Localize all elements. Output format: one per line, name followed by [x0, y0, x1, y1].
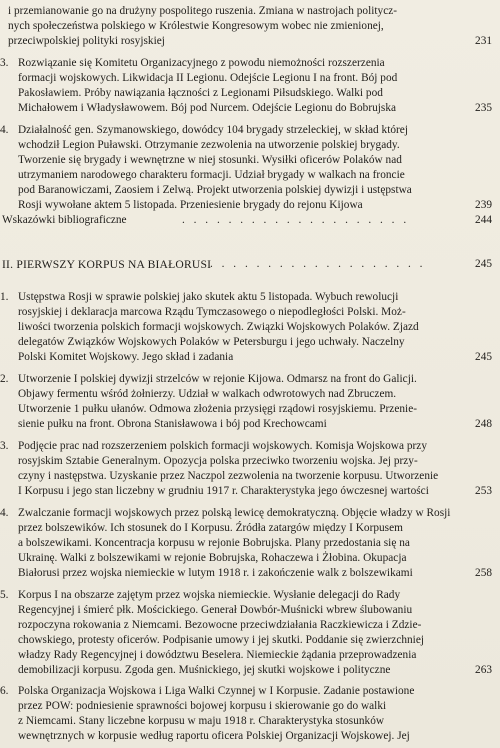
- toc-page-number: 231: [475, 35, 492, 47]
- toc-line: Zwalczanie formacji wojskowych przez polską lewicę demokratyczną. Objęcie władzy w Rosji: [18, 507, 451, 519]
- dot-leader: . . . . . . . . . . . . . . . . . . . .: [182, 214, 410, 226]
- toc-line: rosyjskim Sztabie Generalnym. Opozycja polska przeciwko tworzeniu wojska. Jej przy-: [18, 455, 418, 467]
- toc-item-number: 1.: [0, 291, 9, 303]
- toc-line: liwości tworzenia polskich formacji wojskowych. Związki Wojskowych Polaków. Zjazd: [18, 321, 419, 333]
- toc-line: przeciwpolskiej polityki rosyjskiej: [8, 35, 165, 47]
- toc-line: Ustępstwa Rosji w sprawie polskiej jako skutek aktu 5 listopada. Wybuch rewolucji: [18, 291, 399, 303]
- toc-line: Regencyjnej i śmierć płk. Mościckiego. Generał Dowbór-Muśnicki wbrew ślubowaniu: [18, 604, 413, 616]
- toc-line: I Korpusu i jego stan liczebny w grudniu 1917 r. Charakterystyka jego ówczesnej wartości: [18, 485, 429, 497]
- toc-line: Rozwiązanie się Komitetu Organizacyjnego z powodu niemożności rozszerzenia: [18, 57, 385, 69]
- chapter-heading: II. PIERWSZY KORPUS NA BIAŁORUSI: [2, 258, 212, 271]
- toc-page-number: 245: [475, 258, 492, 270]
- toc-line: przez bolszewików. Ich stosunek do I Korpusu. Źródła zatargów między I Korpusem: [18, 522, 403, 534]
- toc-item-number: 3.: [0, 57, 9, 69]
- toc-line: i przemianowanie go na drużyny pospolitego ruszenia. Zmiana w nastrojach politycz-: [8, 5, 398, 17]
- toc-line: nych społeczeństwa polskiego w Królestwie Kongresowym wobec nie zmienionej,: [8, 20, 384, 32]
- toc-line: a bolszewikami. Koncentracja korpusu w rejonie Bobrujska. Plany przedostania się na: [18, 537, 410, 549]
- toc-line: rozpoczyna rokowania z Niemcami. Bezowocne przeciwdziałania Raczkiewicza i Zdzie-: [18, 619, 422, 631]
- toc-line: Michałowem i Władysławowem. Bój pod Nurcem. Odejście Legionu do Bobrujska: [18, 102, 397, 114]
- toc-page-number: 248: [475, 418, 492, 430]
- toc-line: Utworzenie 1 pułku ułanów. Odmowa złożenia przysięgi rządowi rosyjskiemu. Przenie-: [18, 403, 418, 415]
- dot-leader: . . . . . . . . . . . . . . . . . . .: [210, 258, 426, 270]
- toc-line: władzy Rady Regencyjnej i dowództwu Beselera. Niemieckie żądania przeprowadzenia: [18, 649, 417, 661]
- toc-line: Rosji wywołane aktem 5 listopada. Przeniesienie brygady do rejonu Kijowa: [18, 199, 363, 211]
- toc-line: pod Baranowiczami, Zaosiem i Zelwą. Projekt utworzenia polskiej dywizji i ustępstwa: [18, 184, 412, 196]
- toc-page-number: 245: [475, 351, 492, 363]
- toc-line: Tworzenie się brygady i wewnętrzne w niej stosunki. Wysiłki oficerów Polaków nad: [18, 154, 402, 166]
- toc-line: wewnętrznych w korpusie według raportu oficera Polskiej Organizacji Wojskowej. Jej: [18, 730, 410, 742]
- toc-item-number: 5.: [0, 589, 9, 601]
- toc-page-number: 253: [475, 485, 492, 497]
- toc-line: Białorusi przez wojska niemieckie w lutym 1918 r. i zakończenie walk z bolszewikami: [18, 567, 413, 579]
- toc-item-number: 2.: [0, 373, 9, 385]
- toc-line: Działalność gen. Szymanowskiego, dowódcy 104 brygady strzeleckiej, w skład której: [18, 124, 409, 136]
- toc-line: Utworzenie I polskiej dywizji strzelców w rejonie Kijowa. Odmarsz na front do Galicji.: [18, 373, 417, 385]
- toc-page-number: 235: [475, 102, 492, 114]
- toc-line: utrzymaniem narodowego charakteru formacji. Udział brygady w walkach na froncie: [18, 169, 405, 181]
- toc-line: Objawy fermentu wśród żołnierzy. Udział w walkach odwrotowych nad Zbruczem.: [18, 388, 397, 400]
- toc-line: wchodził Legion Puławski. Otrzymanie zezwolenia na utworzenie polskiej brygady.: [18, 139, 400, 151]
- toc-line: Polski Komitet Wojskowy. Jego skład i zadania: [18, 351, 234, 363]
- toc-line: Pakosławiem. Próby nawiązania łączności z Legionami Piłsudskiego. Walki pod: [18, 87, 383, 99]
- toc-line: Korpus I na obszarze zajętym przez wojska niemieckie. Wysłanie delegacji do Rady: [18, 589, 401, 601]
- toc-line: demobilizacji korpusu. Zgoda gen. Muśnickiego, jej skutki wojskowe i polityczne: [18, 664, 391, 676]
- bibliography-guide-label: Wskazówki bibliograficzne: [2, 214, 127, 226]
- toc-item-number: 6.: [0, 685, 9, 697]
- toc-line: Ukrainę. Walki z bolszewikami w rejonie Bobrujska, Rohaczewa i Żłobina. Okupacja: [18, 552, 407, 564]
- toc-line: delegatów Związków Wojskowych Polaków w Petersburgu i jego uchwały. Naczelny: [18, 336, 405, 348]
- toc-item-number: 4.: [0, 124, 9, 136]
- toc-item-number: 3.: [0, 440, 9, 452]
- toc-item-number: 4.: [0, 507, 9, 519]
- toc-line: Polska Organizacja Wojskowa i Liga Walki Czynnej w I Korpusie. Zadanie postawione: [18, 685, 415, 697]
- toc-page-number: 258: [475, 567, 492, 579]
- toc-line: formacji wojskowych. Likwidacja II Legionu. Odejście Legionu I na front. Bój pod: [18, 72, 398, 84]
- toc-line: czyny i następstwa. Uzyskanie przez Naczpol zezwolenia na tworzenie korpusu. Utworzenie: [18, 470, 439, 482]
- toc-line: sienie pułku na front. Obrona Stanisławowa i bój pod Krechowcami: [18, 418, 327, 430]
- toc-page-number: 239: [475, 199, 492, 211]
- toc-page-number: 263: [475, 664, 492, 676]
- toc-line: chowskiego, protesty oficerów. Podpisanie umowy i jej skutki. Poddanie się zwierzchniej: [18, 634, 425, 646]
- toc-line: przez POW: podniesienie sprawności bojowej korpusu i skierowanie go do walki: [18, 700, 387, 712]
- toc-line: rosyjskiej i deklaracja marcowa Rządu Tymczasowego o niepodległości Polski. Moż-: [18, 306, 406, 318]
- toc-line: Podjęcie prac nad rozszerzeniem polskich formacji wojskowych. Komisja Wojskowa przy: [18, 440, 427, 452]
- toc-page-number: 244: [475, 214, 492, 226]
- toc-line: z Niemcami. Stany liczebne korpusu w maju 1918 r. Charakterystyka stosunków: [18, 715, 385, 727]
